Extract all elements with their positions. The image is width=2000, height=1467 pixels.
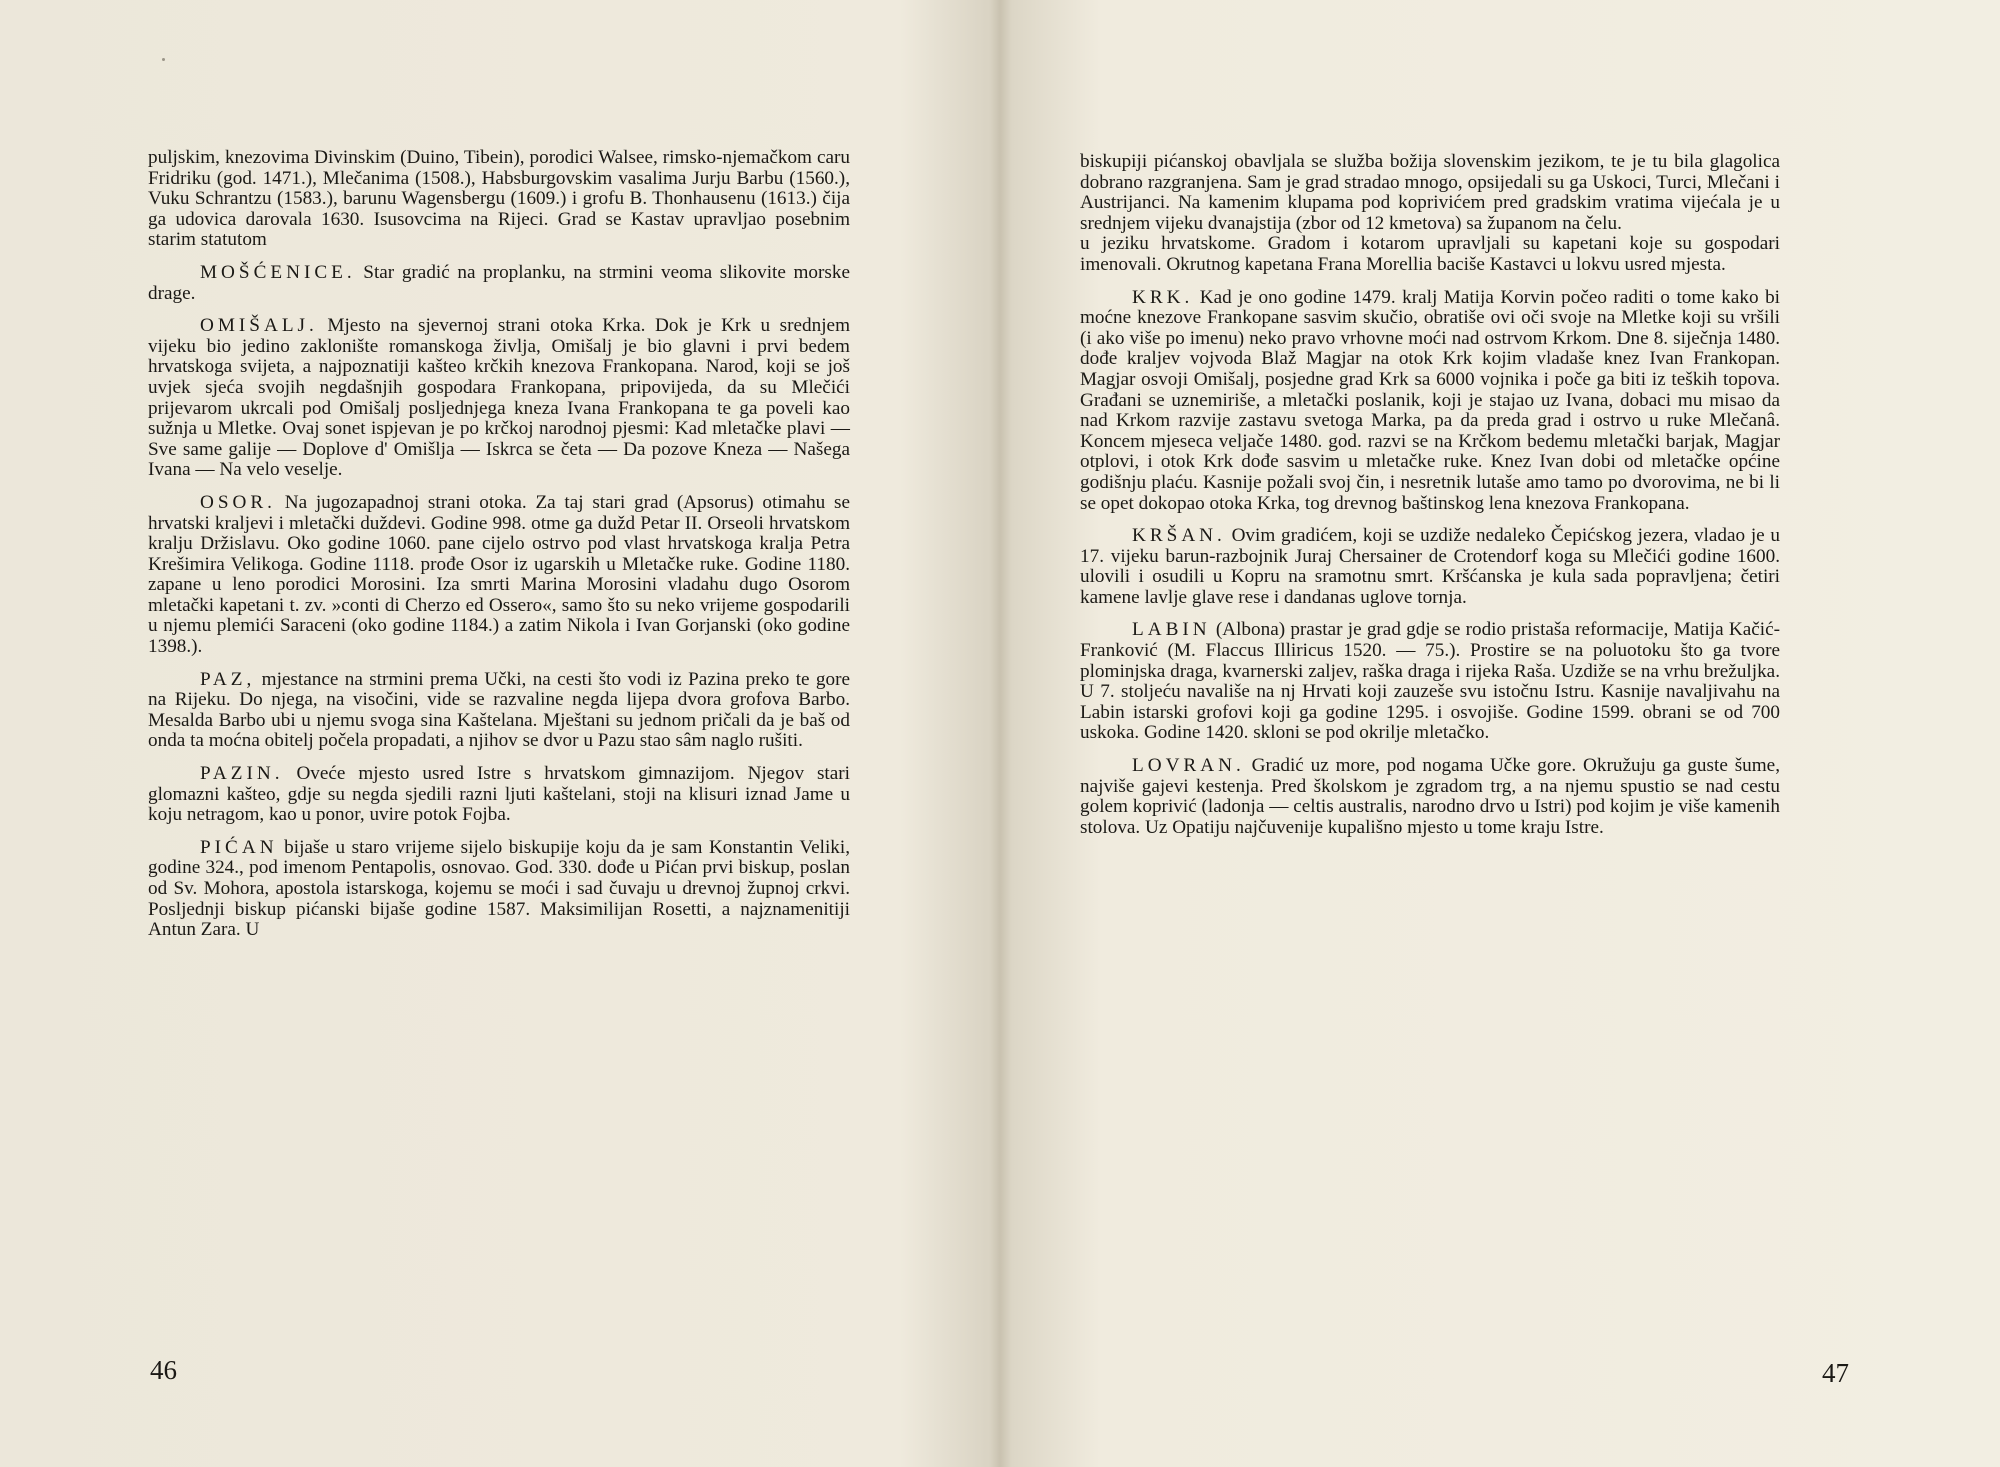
entry-body: Mjesto na sjevernoj strani otoka Krka. Dok je Krk u srednjem vijeku bio jedino zaklonište romanskoga življa, Omišalj je bio glavni i prvi bedem hrvatskoga svijeta, a najpoznatiji kašteo krčkih knezova Frankopana. Narod, koji se još uvjek sjeća svojih negdašnjih gospodara Frankopana, pripovijeda, da su Mlečići prijevarom ukrcali pod Omišalj posljednjega kneza Ivana Frankopana te ga poveli kao sužnja u Mletke. Ovaj sonet ispjevan je po krčkoj narodnoj pjesmi: Kad mletačke plavi — Sve same galije — Doplove d' Omišlja — Iskrca se četa — Da pozove Kneza — Našega Ivana — Na velo veselje.	[148, 315, 850, 481]
entry-heading: PIĆAN	[200, 836, 278, 858]
paragraph-pican-continued: biskupiji pićanskoj obavljala se služba božija slovenskim jezikom, te je tu bila glagolica dobrano razgranjena. Sam je grad stradao mnogo, opsijedali su ga Uskoci, Turci, Mlečani i Austrijanci. Na kamenim klupama pod koprivićem pred gradskim vratima vijećala je u srednjem vijeku dvanajstija (zbor od 12 kmetova) sa županom na čelu.	[1080, 151, 1780, 234]
entry-body: Kad je ono godine 1479. kralj Matija Korvin počeo raditi o tome kako bi moćne knezove Frankopane sasvim skučio, obratiše ovi oči svoje na Mletke koji su vršili (i ako više po imenu) neko pravo vrhovne moći nad ostrvom Krkom. Dne 8. siječnja 1480. dođe kraljev vojvoda Blaž Magjar na otok Krk kojim vladaše knez Ivan Frankopan. Magjar osvoji Omišalj, posjedne grad Krk sa 6000 vojnika i poče ga biti iz teških topova. Građani se uznemiriše, a mletački poslanik, koji je stajao uz Ivana, dobaci mu misao da nad Krkom razvije zastavu svetoga Marka, pa da preda grad i ostrvo u ruke Mlečanâ. Koncem mjeseca veljače 1480. god. razvi se na Krčkom bedemu mletački barjak, Magjar otplovi, i otok Krk dođe sasvim u mletačke ruke. Knez Ivan dobi od mletačke općine godišnju plaću. Kasnije požali svoj čin, i nesretnik lutaše amo tamo po dvorovima, ne bi li se opet dokopao otoka Krka, tog drevnog baštinskog lena knezova Frankopana.	[1080, 286, 1780, 514]
entry-body: Gradić uz more, pod nogama Učke gore. Okružuju ga guste šume, najviše gajevi kestenja. Pred školskom je zgradom trg, a na njemu spustio se nad cestu golem koprivić (ladonja — celtis australis, narodno drvo u Istri) pod kojim je više kamenih stolova. Uz Opatiju najčuvenije kupališno mjesto u tome kraju Istre.	[1080, 755, 1780, 838]
paragraph-omisalj	[148, 316, 850, 481]
paragraph-labin	[1080, 620, 1780, 744]
entry-heading: MOŠĆENICE.	[200, 261, 356, 283]
entry-body: Na jugozapadnoj strani otoka. Za taj stari grad (Apsorus) otimahu se hrvatski kraljevi i mletački duždevi. Godine 998. otme ga dužd Petar II. Orseoli hrvatskom kralju Držislavu. Oko godine 1060. pane cijelo ostrvo pod vlast hrvatskoga kralja Petra Krešimira Velikoga. Godine 1118. prođe Osor iz ugarskih u Mletačke ruke. Godine 1180. zapane u leno porodici Morosini. Iza smrti Marina Morosini vladahu dugo Osorom mletački kapetani t. zv. »conti di Cherzo ed Ossero«, samo što su neko vrijeme gospodarili u njemu plemići Saraceni (oko godine 1184.) a zatim Nikola i Ivan Gorjanski (oko godine 1398.).	[148, 491, 850, 658]
entry-heading: LOVRAN.	[1132, 755, 1245, 777]
entry-heading: OSOR.	[200, 491, 276, 513]
paragraph-osor	[148, 493, 850, 658]
paragraph-paz	[148, 670, 850, 752]
entry-body: Ovim gradićem, koji se uzdiže nedaleko Čepićskog jezera, vladao je u 17. vijeku barun-razbojnik Juraj Chersainer de Crotendorf koga su Mlečići godine 1600. ulovili i osudili u Kopru na sramotnu smrt. Kršćanska je kula sada popravljena; četiri kamene lavlje glave rese i dandanas uglove tornja.	[1080, 525, 1780, 608]
entry-body: mjestance na strmini prema Učki, na cesti što vodi iz Pazina preko te gore na Rijeku. Do njega, na visočini, vide se razvaline negda lijepa dvora grofova Barbo. Mesalda Barbo ubi u njemu svoga sina Kaštelana. Mještani su jednom pričali da je baš od onda ta moćna obitelj počela propadati, a njihov se dvor u Pazu stao sâm naglo rušiti.	[148, 668, 850, 752]
page-number: 46	[150, 1355, 177, 1385]
entry-body: Oveće mjesto usred Istre s hrvatskom gimnazijom. Njegov stari glomazni kašteo, gdje su negda sjedili razni ljuti kaštelani, stoji na klisuri iznad Jame u koju netragom, kao u ponor, uvire potok Fojba.	[148, 763, 850, 826]
paragraph-krk	[1080, 288, 1780, 515]
paragraph-lovran	[1080, 756, 1780, 838]
entry-body: bijaše u staro vrijeme sijelo biskupije koju da je sam Konstantin Veliki, godine 324., pod imenom Pentapolis, osnovao. God. 330. dođe u Pićan prvi biskup, poslan od Sv. Mohora, apostola istarskoga, kojemu se moći i sad čuvaju u drevnoj župnoj crkvi. Posljednji biskup pićanski bijaše godine 1587. Maksimilijan Rosetti, a najznamenitiji Antun Zara. U	[148, 836, 850, 941]
paragraph-pazin	[148, 764, 850, 826]
entry-body: Star gradić na proplanku, na strmini veoma slikovite morske drage.	[148, 261, 850, 304]
paragraph-moscenice	[148, 263, 850, 304]
left-page-text	[148, 148, 850, 953]
entry-heading: KRK.	[1132, 286, 1194, 308]
paper-speck	[162, 58, 165, 61]
entry-body: (Albona) prastar je grad gdje se rodio pristaša reformacije, Matija Kačić-Franković (M. Flaccus Illiricus 1520. — 75.). Prostire se na poluotoku što ga tvore plominjska draga, kvarnerski zaljev, raška draga i rijeka Raša. Uzdiže se na vrhu brežuljka. U 7. stoljeću navališe na nj Hrvati koji zauzeše svu istočnu Istru. Kasnije navaljivahu na Labin istarski grofovi koji ga godine 1295. i osvojiše. Godine 1599. obrani se od 700 uskoka. Godine 1420. skloni se pod okrilje mletačko.	[1080, 619, 1780, 744]
page-number: 47	[1822, 1358, 1849, 1388]
paragraph-krsan	[1080, 526, 1780, 608]
entry-heading: LABIN	[1132, 619, 1211, 641]
paragraph-kastav-fragment: u jeziku hrvatskome. Gradom i kotarom upravljali su kapetani koje su gospodari imenovali. Okrutnog kapetana Frana Morellia baciše Kastavci u lokvu usred mjesta.	[1080, 233, 1780, 275]
entry-heading: OMIŠALJ.	[200, 315, 318, 337]
entry-heading: PAZIN.	[200, 763, 284, 785]
entry-heading: KRŠAN.	[1132, 525, 1226, 547]
paragraph-pican	[148, 838, 850, 941]
entry-heading: PAZ,	[200, 668, 256, 690]
paragraph-kastav-continued: puljskim, knezovima Divinskim (Duino, Tibein), porodici Walsee, rimsko-njemačkom caru Fridriku (god. 1471.), Mlečanima (1508.), Habsburgovskim vasalima Jurju Barbu (1560.), Vuku Schrantzu (1583.), barunu Wagensbergu (1609.) i grofu B. Thonhausenu (1613.) čija ga udovica darovala 1630. Isusovcima na Rijeci. Grad se Kastav upravljao posebnim starim statutom	[148, 147, 850, 251]
right-page-text	[1080, 152, 1780, 850]
